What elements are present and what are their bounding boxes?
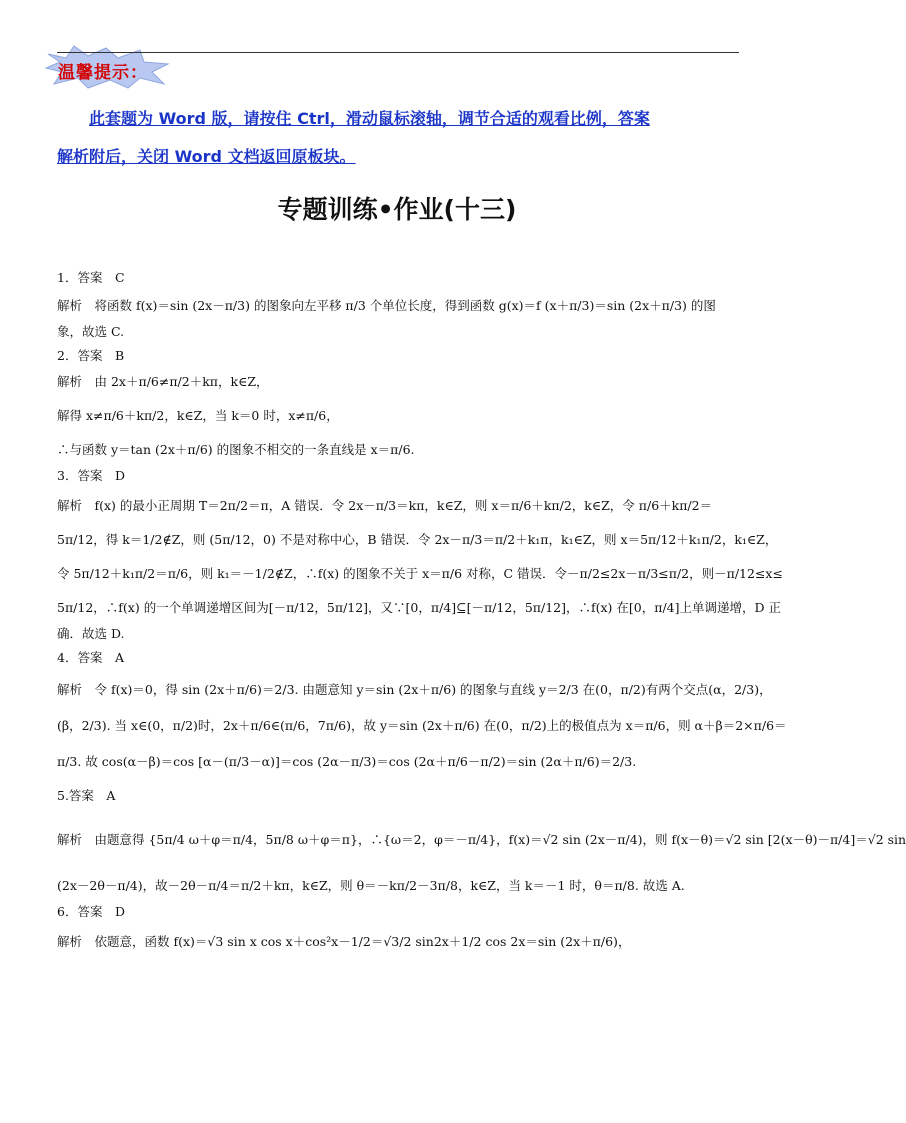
answer-line: 解析 由题意得 {5π/4 ω＋φ＝π/4，5π/8 ω＋φ＝π}，∴{ω＝2，φ＝－π/4}，f(x)＝√2 sin (2x－π/4)，则 f(x－θ)＝√2 sin [2(x－θ)－π/4]＝√2 sin bbox=[57, 832, 906, 847]
answer-line: 6．答案 D bbox=[57, 904, 125, 919]
answer-line: 解析 由 2x＋π/6≠π/2＋kπ，k∈Z， bbox=[57, 374, 269, 389]
answer-line: 确．故选 D. bbox=[57, 626, 125, 641]
answer-line: 5π/12，得 k＝1/2∉Z，则 (5π/12，0) 不是对称中心，B 错误．令 2x－π/3＝π/2＋k₁π，k₁∈Z，则 x＝5π/12＋k₁π/2，k₁∈Z， bbox=[57, 532, 778, 547]
header-rule bbox=[57, 52, 739, 53]
answer-line: 4．答案 A bbox=[57, 650, 124, 665]
tip-line-1: 此套题为 Word 版，请按住 Ctrl，滑动鼠标滚轴，调节合适的观看比例，答案 bbox=[89, 109, 650, 128]
page-title: 专题训练•作业(十三) bbox=[277, 195, 517, 224]
tip-line-2: 解析附后，关闭 Word 文档返回原板块。 bbox=[57, 147, 356, 166]
tip-paragraph bbox=[57, 100, 747, 176]
answer-line: 1．答案 C bbox=[57, 270, 125, 285]
answer-line: 解得 x≠π/6＋kπ/2，k∈Z，当 k＝0 时，x≠π/6， bbox=[57, 408, 339, 423]
answer-line: 5.答案 A bbox=[57, 788, 116, 803]
answer-line: 令 5π/12＋k₁π/2＝π/6，则 k₁＝－1/2∉Z，∴f(x) 的图象不关于 x＝π/6 对称，C 错误．令－π/2≤2x－π/3≤π/2，则－π/12≤x≤ bbox=[57, 566, 783, 581]
answer-line: 象，故选 C. bbox=[57, 324, 125, 339]
answer-body bbox=[57, 266, 906, 956]
answer-line: ∴与函数 y＝tan (2x＋π/6) 的图象不相交的一条直线是 x＝π/6. bbox=[57, 442, 415, 457]
answer-line: 解析 f(x) 的最小正周期 T＝2π/2＝π，A 错误．令 2x－π/3＝kπ，k∈Z，则 x＝π/6＋kπ/2，k∈Z，令 π/6＋kπ/2＝ bbox=[57, 498, 713, 513]
answer-line: π/3. 故 cos(α－β)＝cos [α－(π/3－α)]＝cos (2α－π/3)＝cos (2α＋π/6－π/2)＝sin (2α＋π/6)＝2/3. bbox=[57, 754, 637, 769]
answer-line: (2x－2θ－π/4)，故－2θ－π/4＝π/2＋kπ，k∈Z，则 θ＝－kπ/2－3π/8，k∈Z，当 k＝－1 时，θ＝π/8. 故选 A. bbox=[57, 878, 685, 893]
answer-line: 解析 依题意，函数 f(x)＝√3 sin x cos x＋cos²x－1/2＝√3/2 sin2x＋1/2 cos 2x＝sin (2x＋π/6)， bbox=[57, 934, 631, 949]
answer-line: 解析 令 f(x)＝0，得 sin (2x＋π/6)＝2/3. 由题意知 y＝sin (2x＋π/6) 的图象与直线 y＝2/3 在(0，π/2)有两个交点(α，2/3)， bbox=[57, 682, 772, 697]
answer-line: 解析 将函数 f(x)＝sin (2x－π/3) 的图象向左平移 π/3 个单位长度，得到函数 g(x)＝f (x＋π/3)＝sin (2x＋π/3) 的图 bbox=[57, 298, 716, 313]
answer-line: 5π/12，∴f(x) 的一个单调递增区间为[－π/12，5π/12]，又∵[0，π/4]⊆[－π/12，5π/12]，∴f(x) 在[0，π/4]上单调递增，D 正 bbox=[57, 600, 781, 615]
answer-line: 2．答案 B bbox=[57, 348, 125, 363]
badge-label: 温馨提示： bbox=[58, 63, 148, 83]
answer-line: 3．答案 D bbox=[57, 468, 125, 483]
answer-line: (β，2/3). 当 x∈(0，π/2)时，2x＋π/6∈(π/6，7π/6)，故 y＝sin (2x＋π/6) 在(0，π/2)上的极值点为 x＝π/6，则 α＋β＝2×π/6＝ bbox=[57, 718, 787, 733]
tip-badge bbox=[44, 44, 172, 90]
